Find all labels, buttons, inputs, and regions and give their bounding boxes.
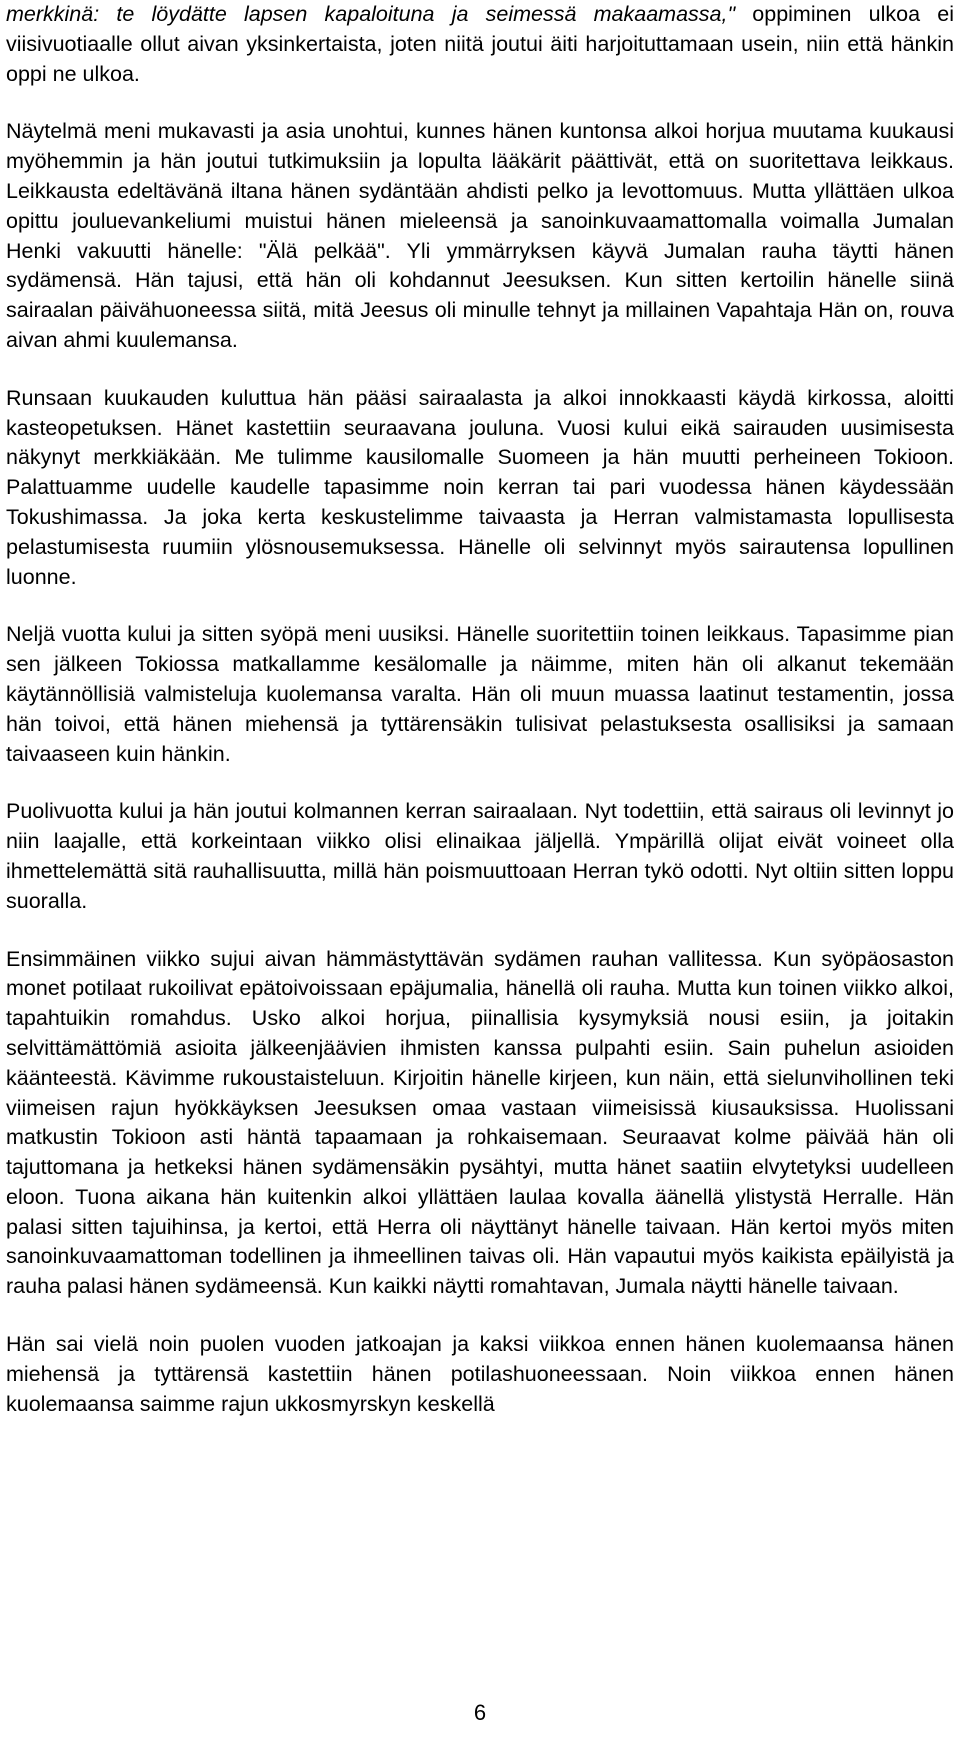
paragraph-1-text: oppiminen ulkoa ei viisivuotiaalle ollut aivan yksinkertaista, joten niitä joutui äiti harjoituttamaan usein, niin että hänkin oppi ne ulkoa. (6, 2, 954, 86)
paragraph-gap (6, 917, 954, 945)
paragraph-gap (6, 89, 954, 117)
paragraph-gap (6, 769, 954, 797)
intro-quote: merkkinä: te löydätte lapsen kapaloituna ja seimessä makaamassa," (6, 2, 736, 26)
paragraph-gap (6, 592, 954, 620)
paragraph-6: Ensimmäinen viikko sujui aivan hämmästyttävän sydämen rauhan vallitessa. Kun syöpäosaston monet potilaat rukoilivat epätoivoissaan epäjumalia, hänellä oli rauha. Mutta kun toinen viikko alkoi, tapahtuikin romahdus. Usko alkoi horjua, piinallisia kysymyksiä nousi esiin, ja joitakin selvittämättömiä asioita jälkeenjäävien ihmisten kanssa pulpahti esiin. Sain puhelun asioiden käänteestä. Kävimme rukoustaisteluun. Kirjoitin hänelle kirjeen, kun näin, että sielunvihollinen teki viimeisen rajun hyökkäyksen Jeesuksen omaa vastaan viimeisissä kiusauksissa. Huolissani matkustin Tokioon asti häntä tapaamaan ja rohkaisemaan. Seuraavat kolme päivää hän oli tajuttomana ja hetkeksi hänen sydämensäkin pysähtyi, mutta hänet saatiin elvytetyksi uudelleen eloon. Tuona aikana hän kuitenkin alkoi yllättäen laulaa kovalla äänellä ylistystä Herralle. Hän palasi sitten tajuihinsa, ja kertoi, että Herra oli näyttänyt hänelle taivaan. Hän kertoi myös miten sanoinkuvaamattoman todellinen ja ihmeellinen taivas oli. Hän vapautui myös kaikista epäilyistä ja rauha palasi hänen sydämeensä. Kun kaikki näytti romahtavan, Jumala näytti hänelle taivaan. (6, 946, 954, 1299)
paragraph-7: Hän sai vielä noin puolen vuoden jatkoajan ja kaksi viikkoa ennen hänen kuolemaansa hänen miehensä ja tyttärensä kastettiin hänen potilashuoneessaan. Noin viikkoa ennen hänen kuolemaansa saimme rajun ukkosmyrskyn keskellä (6, 1332, 954, 1416)
paragraph-4: Neljä vuotta kului ja sitten syöpä meni uusiksi. Hänelle suoritettiin toinen leikkaus. Tapasimme pian sen jälkeen Tokiossa matkallamme kesälomalle ja näimme, miten hän oli alkanut tekemään käytännöllisiä valmisteluja kuolemansa varalta. Hän oli muun muassa laatinut testamentin, jossa hän toivoi, että hänen miehensä ja tyttärensäkin tulisivat pelastuksesta osallisiksi ja samaan taivaaseen kuin hänkin. (6, 622, 954, 766)
paragraph-2: Näytelmä meni mukavasti ja asia unohtui, kunnes hänen kuntonsa alkoi horjua muutama kuukausi myöhemmin ja hän joutui tutkimuksiin ja lopulta lääkärit päättivät, että on suoritettava leikkaus. Leikkausta edeltävänä iltana hänen sydäntään ahdisti pelko ja levottomuus. Mutta yllättäen ulkoa opittu jouluevankeliumi muistui hänen mieleensä ja sanoinkuvaamattomalla voimalla Jumalan Henki vakuutti hänelle: "Älä pelkää". Yli ymmärryksen käyvä Jumalan rauha täytti hänen sydämensä. Hän tajusi, että hän oli kohdannut Jeesuksen. Kun sitten kertoilin hänelle siinä sairaalan päivähuoneessa siitä, mitä Jeesus oli minulle tehnyt ja millainen Vapahtaja Hän on, rouva aivan ahmi kuulemansa. (6, 119, 954, 352)
paragraph-gap (6, 1302, 954, 1330)
document-page (6, 0, 954, 1419)
paragraph-3: Runsaan kuukauden kuluttua hän pääsi sairaalasta ja alkoi innokkaasti käydä kirkossa, aloitti kasteopetuksen. Hänet kastettiin seuraavana jouluna. Vuosi kului eikä sairauden uusimisesta näkynyt merkkiäkään. Me tulimme kausilomalle Suomeen ja hän muutti perheineen Tokioon. Palattuamme uudelle kaudelle tapasimme noin kerran tai pari vuodessa hänen käydessään Tokushimassa. Ja joka kerta keskustelimme taivaasta ja Herran valmistamasta lopullisesta pelastumisesta ruumiin ylösnousemuksessa. Hänelle oli selvinnyt myös sairautensa lopullinen luonne. (6, 385, 954, 589)
paragraph-1 (6, 0, 954, 89)
paragraph-gap (6, 356, 954, 384)
paragraph-5: Puolivuotta kului ja hän joutui kolmannen kerran sairaalaan. Nyt todettiin, että sairaus oli levinnyt jo niin laajalle, että korkeintaan viikko olisi elinaikaa jäljellä. Ympärillä olijat eivät voineet olla ihmettelemättä sitä rauhallisuutta, millä hän poismuuttoaan Herran tykö odotti. Nyt oltiin sitten loppu suoralla. (6, 799, 954, 913)
page-number: 6 (473, 1700, 487, 1725)
